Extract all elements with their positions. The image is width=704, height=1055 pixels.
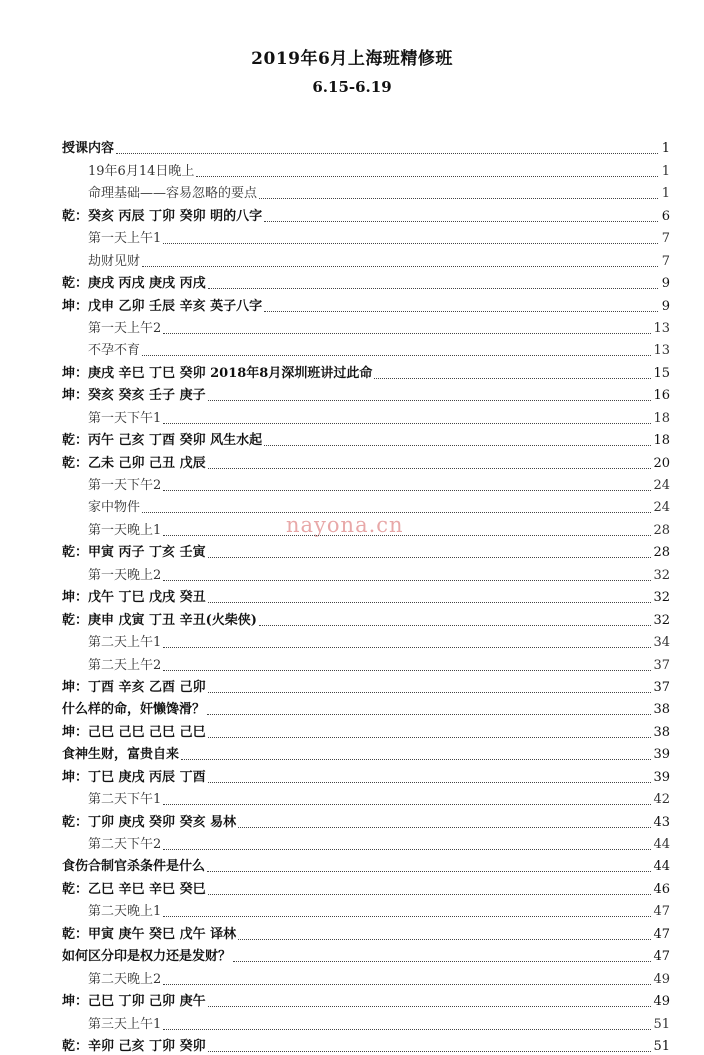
toc-entry-page-number: 15 <box>653 365 670 381</box>
toc-entry[interactable] <box>62 1010 670 1032</box>
toc-entry[interactable] <box>62 651 670 673</box>
toc-dot-leader <box>163 983 651 985</box>
toc-dot-leader <box>163 579 651 581</box>
toc-entry[interactable] <box>62 472 670 494</box>
toc-entry-label: 第一天上午1 <box>88 231 162 247</box>
toc-entry-page-number: 44 <box>653 837 670 852</box>
toc-entry-page-number: 49 <box>653 971 670 987</box>
toc-entry-page-number: 37 <box>653 657 670 673</box>
toc-entry-page-number: 44 <box>653 859 670 875</box>
toc-entry-label: 命理基础——容易忽略的要点 <box>88 186 258 202</box>
toc-dot-leader <box>208 287 658 289</box>
toc-entry-label: 19年6月14日晚上 <box>88 163 195 179</box>
toc-entry-label: 坤：癸亥 癸亥 壬子 庚子 <box>62 388 206 404</box>
toc-entry-label: 授课内容 <box>62 141 115 157</box>
toc-entry[interactable] <box>62 359 670 381</box>
toc-dot-leader <box>264 220 658 222</box>
toc-entry-label: 第二天上午1 <box>88 635 162 651</box>
toc-entry-page-number: 13 <box>653 343 670 359</box>
toc-dot-leader <box>163 332 651 334</box>
toc-dot-leader <box>163 489 651 491</box>
toc-entry-label: 第二天下午1 <box>88 792 162 808</box>
toc-entry-page-number: 1 <box>661 163 670 179</box>
toc-entry-page-number: 7 <box>661 231 670 247</box>
toc-entry[interactable] <box>62 180 670 202</box>
toc-entry-page-number: 32 <box>653 567 670 583</box>
toc-dot-leader <box>264 310 658 312</box>
toc-entry-page-number: 9 <box>661 276 670 292</box>
toc-entry-label: 坤：戊午 丁巳 戊戌 癸丑 <box>62 590 206 606</box>
toc-entry[interactable] <box>62 988 670 1010</box>
toc-entry-page-number: 51 <box>653 1038 670 1054</box>
toc-entry-page-number: 9 <box>661 298 670 314</box>
toc-entry-label: 第一天上午2 <box>88 320 162 336</box>
toc-entry[interactable] <box>62 516 670 538</box>
toc-dot-leader <box>208 781 652 783</box>
toc-entry-page-number: 49 <box>653 994 670 1010</box>
toc-entry-label: 坤：丁酉 辛亥 乙酉 己卯 <box>62 679 206 695</box>
toc-entry-label: 第二天晚上2 <box>88 971 162 987</box>
toc-entry-page-number: 46 <box>653 881 670 897</box>
toc-entry[interactable] <box>62 943 670 965</box>
toc-dot-leader <box>163 646 651 648</box>
toc-entry[interactable] <box>62 674 670 696</box>
toc-dot-leader <box>259 197 658 199</box>
toc-dot-leader <box>163 669 651 671</box>
toc-dot-leader <box>238 826 651 828</box>
toc-entry[interactable] <box>62 270 670 292</box>
toc-entry-label: 不孕不育 <box>88 343 141 359</box>
toc-entry[interactable] <box>62 292 670 314</box>
toc-dot-leader <box>163 803 651 805</box>
toc-dot-leader <box>264 444 651 446</box>
toc-entry[interactable] <box>62 763 670 785</box>
toc-entry-page-number: 6 <box>661 208 670 224</box>
toc-entry[interactable] <box>62 786 670 808</box>
table-of-contents <box>62 135 670 1055</box>
toc-dot-leader <box>181 758 651 760</box>
toc-entry-page-number: 28 <box>653 545 670 561</box>
toc-entry-label: 第一天下午1 <box>88 410 162 426</box>
toc-entry-page-number: 39 <box>653 769 670 785</box>
toc-entry[interactable] <box>62 202 670 224</box>
toc-entry-label: 乾：甲寅 庚午 癸巳 戊午 译林 <box>62 926 237 942</box>
toc-entry[interactable] <box>62 920 670 942</box>
toc-entry[interactable] <box>62 494 670 516</box>
toc-entry-label: 乾：乙未 己卯 己丑 戊辰 <box>62 455 206 471</box>
toc-dot-leader <box>259 624 652 626</box>
document-subtitle: 6.15-6.19 <box>312 78 392 96</box>
toc-dot-leader <box>208 399 652 401</box>
toc-dot-leader <box>207 713 651 715</box>
toc-dot-leader <box>196 175 658 177</box>
toc-entry[interactable] <box>62 898 670 920</box>
toc-entry[interactable] <box>62 606 670 628</box>
toc-entry-label: 第一天晚上2 <box>88 567 162 583</box>
toc-dot-leader <box>208 1050 652 1052</box>
toc-dot-leader <box>208 467 652 469</box>
toc-entry-page-number: 24 <box>653 478 670 493</box>
toc-entry[interactable] <box>62 382 670 404</box>
toc-entry-label: 坤：戊申 乙卯 壬辰 辛亥 英子八字 <box>62 298 263 314</box>
document-title: 2019年6月上海班精修班 <box>251 49 453 69</box>
toc-entry[interactable] <box>62 247 670 269</box>
toc-entry-label: 第二天下午2 <box>88 837 162 852</box>
toc-dot-leader <box>142 265 658 267</box>
toc-dot-leader <box>238 938 651 940</box>
toc-dot-leader <box>233 960 651 962</box>
toc-entry[interactable] <box>62 157 670 179</box>
toc-entry[interactable] <box>62 337 670 359</box>
toc-entry-page-number: 13 <box>653 320 670 336</box>
toc-entry-page-number: 43 <box>653 814 670 830</box>
toc-entry-label: 劫财见财 <box>88 253 141 269</box>
toc-dot-leader <box>207 870 651 872</box>
toc-dot-leader <box>163 915 651 917</box>
toc-entry-label: 第一天晚上1 <box>88 522 162 538</box>
toc-entry-page-number: 37 <box>653 679 670 695</box>
toc-dot-leader <box>163 848 651 850</box>
toc-dot-leader <box>208 893 652 895</box>
toc-entry-label: 食神生财，富贵自来 <box>62 747 180 763</box>
toc-entry[interactable] <box>62 561 670 583</box>
toc-entry-page-number: 16 <box>653 388 670 404</box>
toc-entry-page-number: 39 <box>653 747 670 763</box>
toc-entry-label: 坤：丁巳 庚戌 丙辰 丁酉 <box>62 769 206 785</box>
toc-entry-page-number: 1 <box>661 141 670 157</box>
toc-entry-page-number: 47 <box>653 904 670 920</box>
toc-dot-leader <box>208 556 652 558</box>
toc-entry-label: 第一天下午2 <box>88 478 162 493</box>
toc-entry[interactable] <box>62 718 670 740</box>
toc-entry-page-number: 42 <box>653 792 670 808</box>
toc-entry[interactable] <box>62 1033 670 1055</box>
toc-entry[interactable] <box>62 629 670 651</box>
toc-entry-page-number: 38 <box>653 702 670 718</box>
toc-entry-page-number: 34 <box>653 635 670 651</box>
toc-entry-label: 第二天上午2 <box>88 657 162 673</box>
toc-entry[interactable] <box>62 831 670 853</box>
toc-entry-page-number: 7 <box>661 253 670 269</box>
toc-dot-leader <box>163 422 651 424</box>
toc-entry[interactable] <box>62 404 670 426</box>
toc-dot-leader <box>374 377 651 379</box>
toc-entry[interactable] <box>62 315 670 337</box>
toc-entry-label: 乾：乙巳 辛巳 辛巳 癸巳 <box>62 881 206 897</box>
toc-dot-leader <box>208 601 652 603</box>
toc-entry[interactable] <box>62 584 670 606</box>
toc-entry-label: 乾：庚戌 丙戌 庚戌 丙戌 <box>62 276 206 292</box>
toc-entry-label: 第三天上午1 <box>88 1016 162 1032</box>
toc-entry-label: 坤：庚戌 辛巳 丁巳 癸卯 2018年8月深圳班讲过此命 <box>62 365 373 381</box>
toc-entry[interactable] <box>62 875 670 897</box>
toc-dot-leader <box>163 1028 651 1030</box>
toc-entry-page-number: 20 <box>653 455 670 471</box>
toc-entry-label: 乾：庚申 戊寅 丁丑 辛丑(火柴侠) <box>62 612 257 628</box>
toc-entry[interactable] <box>62 808 670 830</box>
toc-entry-label: 乾：甲寅 丙子 丁亥 壬寅 <box>62 545 206 561</box>
toc-entry-page-number: 32 <box>653 590 670 606</box>
toc-entry-page-number: 28 <box>653 522 670 538</box>
watermark: nayona.cn <box>286 513 404 537</box>
toc-dot-leader <box>208 1005 652 1007</box>
toc-dot-leader <box>142 354 651 356</box>
toc-entry[interactable] <box>62 225 670 247</box>
toc-entry-page-number: 1 <box>661 186 670 202</box>
toc-entry-page-number: 24 <box>653 500 670 516</box>
toc-dot-leader <box>163 534 651 536</box>
toc-entry-label: 坤：己巳 己巳 己巳 己巳 <box>62 724 206 740</box>
toc-entry-page-number: 47 <box>653 926 670 942</box>
toc-entry-label: 第二天晚上1 <box>88 904 162 920</box>
toc-entry[interactable] <box>62 539 670 561</box>
toc-entry[interactable] <box>62 449 670 471</box>
toc-entry-label: 乾：丁卯 庚戌 癸卯 癸亥 易林 <box>62 814 237 830</box>
toc-entry[interactable] <box>62 853 670 875</box>
toc-dot-leader <box>163 242 658 244</box>
toc-dot-leader <box>208 736 652 738</box>
toc-entry-page-number: 32 <box>653 612 670 628</box>
toc-entry[interactable] <box>62 135 670 157</box>
toc-entry-page-number: 18 <box>653 433 670 449</box>
toc-entry-label: 如何区分印是权力还是发财？ <box>62 949 232 965</box>
toc-dot-leader <box>208 691 652 693</box>
toc-entry-page-number: 38 <box>653 724 670 740</box>
toc-entry[interactable] <box>62 965 670 987</box>
toc-entry-page-number: 51 <box>653 1016 670 1032</box>
toc-entry[interactable] <box>62 427 670 449</box>
toc-dot-leader <box>116 152 658 154</box>
toc-entry-page-number: 47 <box>653 949 670 965</box>
toc-entry-label: 什么样的命，奸懒馋滑？ <box>62 702 206 718</box>
toc-entry[interactable] <box>62 741 670 763</box>
toc-entry-label: 乾：癸亥 丙辰 丁卯 癸卯 明的八字 <box>62 208 263 224</box>
toc-entry-label: 家中物件 <box>88 500 141 516</box>
toc-entry[interactable] <box>62 696 670 718</box>
toc-entry-label: 乾：辛卯 己亥 丁卯 癸卯 <box>62 1038 206 1054</box>
toc-entry-page-number: 18 <box>653 410 670 426</box>
toc-entry-label: 食伤合制官杀条件是什么 <box>62 859 206 875</box>
toc-dot-leader <box>142 511 651 513</box>
toc-entry-label: 坤：己巳 丁卯 己卯 庚午 <box>62 994 206 1010</box>
toc-entry-label: 乾：丙午 己亥 丁酉 癸卯 风生水起 <box>62 433 263 449</box>
